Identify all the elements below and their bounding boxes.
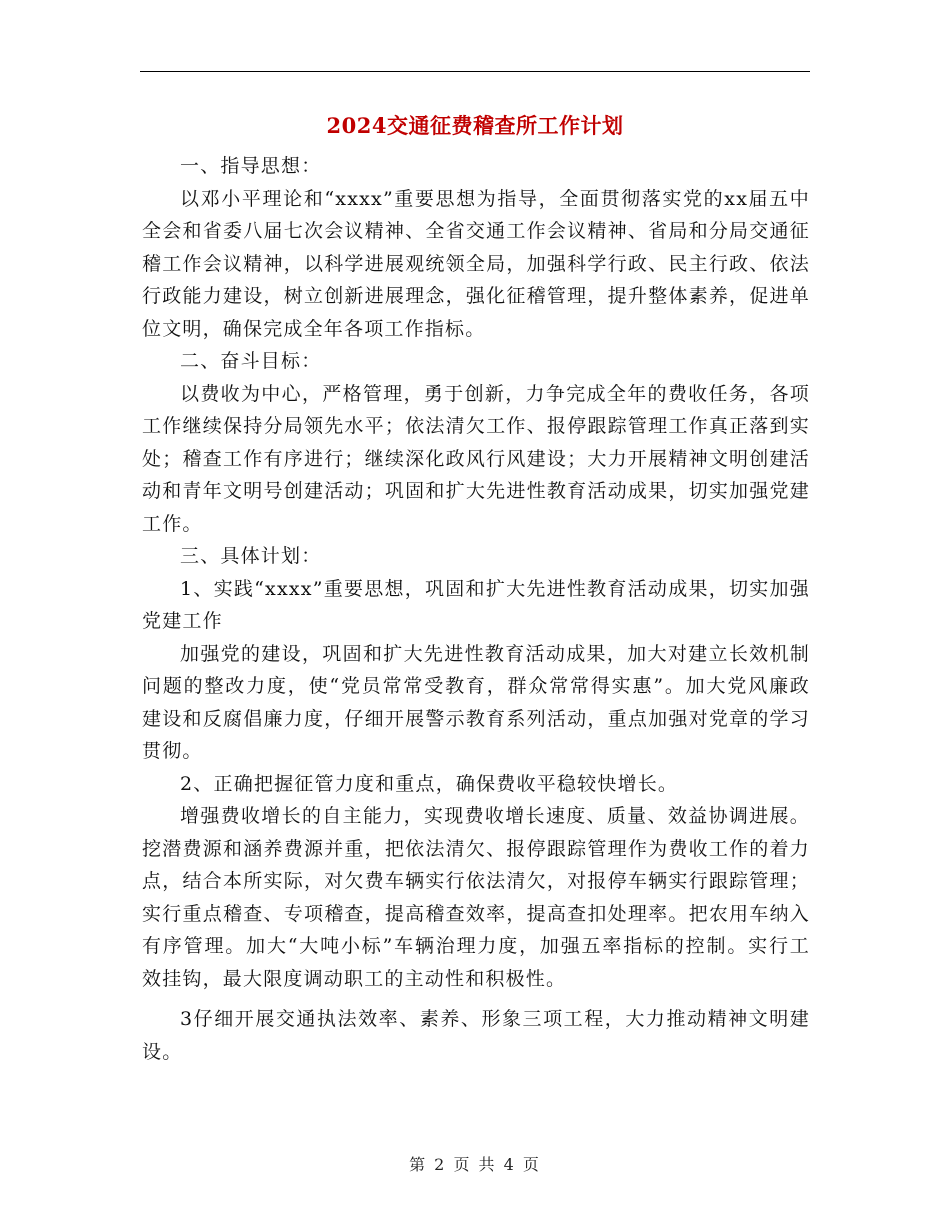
section-heading-plan: 三、具体计划：	[180, 545, 322, 567]
paragraph-plan-2: 增强费收增长的自主能力，实现费收增长速度、质量、效益协调进展。挖潜费源和涵养费源并重，把依法清欠、报停跟踪管理作为费收工作的着力点，结合本所实际，对欠费车辆实行依法清欠，对报停车辆实行跟踪管理；实行重点稽查、专项稽查，提高稽查效率，提高查扣处理率。把农用车纳入有序管理。加大“大吨小标”车辆治理力度，加强五率指标的控制。实行工效挂钩，最大限度调动职工的主动性和积极性。	[142, 805, 810, 990]
paragraph-guiding-thought: 以邓小平理论和“xxxx”重要思想为指导，全面贯彻落实党的xx届五中全会和省委八届七次会议精神、全省交通工作会议精神、省局和分局交通征稽工作会议精神，以科学进展观统领全局，加强科学行政、民主行政、依法行政能力建设，树立创新进展理念，强化征稽管理，提升整体素养，促进单位文明，确保完成全年各项工作指标。	[142, 187, 810, 340]
document-body	[142, 150, 810, 1068]
plan-item-1: 1、实践“xxxx”重要思想，巩固和扩大先进性教育活动成果，切实加强党建工作	[142, 577, 810, 632]
paragraph-plan-1: 加强党的建设，巩固和扩大先进性教育活动成果，加大对建立长效机制问题的整改力度，使“党员常常受教育，群众常常得实惠”。加大党风廉政建设和反腐倡廉力度，仔细开展警示教育系列活动，重点加强对党章的学习贯彻。	[142, 642, 810, 762]
paragraph-goals: 以费收为中心，严格管理，勇于创新，力争完成全年的费收任务，各项工作继续保持分局领先水平；依法清欠工作、报停跟踪管理工作真正落到实处；稽查工作有序进行；继续深化政风行风建设；大力开展精神文明创建活动和青年文明号创建活动；巩固和扩大先进性教育活动成果，切实加强党建工作。	[142, 382, 810, 535]
plan-item-3: 3仔细开展交通执法效率、素养、形象三项工程，大力推动精神文明建设。	[142, 1008, 810, 1063]
document-title: 2024交通征费稽查所工作计划	[326, 113, 624, 138]
header-rule	[140, 71, 810, 72]
page-footer: 第 2 页 共 4 页	[409, 1155, 541, 1174]
section-heading-guiding-thought: 一、指导思想：	[180, 155, 322, 177]
section-heading-goals: 二、奋斗目标：	[180, 350, 322, 372]
plan-item-2: 2、正确把握征管力度和重点，确保费收平稳较快增长。	[180, 772, 679, 795]
